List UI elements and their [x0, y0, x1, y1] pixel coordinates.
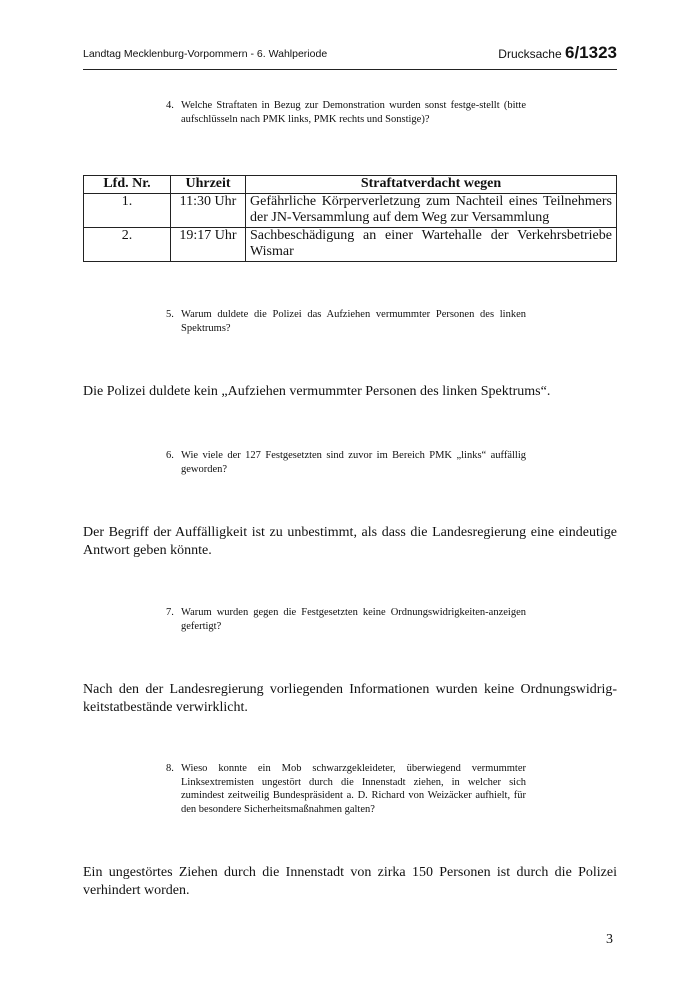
question-5 — [166, 308, 526, 335]
page-header — [83, 40, 617, 70]
question-text: Wieso konnte ein Mob schwarzgekleideter, überwiegend vermummter Linksextremisten ungestört durch die Innenstadt ziehen, in welcher sich zumindest zeitweilig Bundespräsident a. D. Richard von Weizäcker aufhielt, für den besondere Sicherheitsmaßnahmen galten? — [181, 763, 526, 815]
answer-5: Die Polizei duldete kein „Aufziehen vermummter Personen des linken Spektrums“. — [83, 384, 551, 399]
offenses-table — [83, 175, 617, 262]
question-text: Warum wurden gegen die Festgesetzten keine Ordnungswidrigkeiten-anzeigen gefertigt? — [181, 607, 526, 632]
parliament-title: Landtag Mecklenburg-Vorpommern - 6. Wahlperiode — [83, 48, 328, 60]
question-text: Wie viele der 127 Festgesetzten sind zuvor im Bereich PMK „links“ auffällig geworden? — [181, 450, 526, 475]
document-label: Drucksache — [498, 47, 562, 61]
column-header-number: Lfd. Nr. — [84, 176, 171, 194]
document-reference — [498, 43, 617, 63]
row-time: 19:17 Uhr — [171, 227, 246, 261]
answer-7: Nach den der Landesregierung vorliegenden Informationen wurden keine Ordnungswidrig-keitstatbestände verwirklicht. — [83, 682, 617, 715]
question-number: 6. — [166, 450, 174, 461]
question-7 — [166, 606, 526, 633]
row-number: 2. — [84, 227, 171, 261]
answer-8: Ein ungestörtes Ziehen durch die Innenstadt von zirka 150 Personen ist durch die Polizei verhindert worden. — [83, 865, 617, 898]
row-time: 11:30 Uhr — [171, 193, 246, 227]
question-8 — [166, 762, 526, 816]
question-4 — [166, 99, 526, 126]
page-number: 3 — [606, 932, 613, 947]
row-offense: Sachbeschädigung an einer Wartehalle der Verkehrsbetriebe Wismar — [246, 227, 617, 261]
question-text: Welche Straftaten in Bezug zur Demonstration wurden sonst festge-stellt (bitte aufschlüsseln nach PMK links, PMK rechts und Sonstige)? — [181, 100, 526, 125]
table-row — [84, 193, 617, 227]
row-number: 1. — [84, 193, 171, 227]
row-offense: Gefährliche Körperverletzung zum Nachteil eines Teilnehmers der JN-Versammlung auf dem Weg zur Versammlung — [246, 193, 617, 227]
question-text: Warum duldete die Polizei das Aufziehen vermummter Personen des linken Spektrums? — [181, 309, 526, 334]
question-6 — [166, 449, 526, 476]
column-header-offense: Straftatverdacht wegen — [246, 176, 617, 194]
table-header-row — [84, 176, 617, 194]
question-number: 5. — [166, 309, 174, 320]
question-number: 7. — [166, 607, 174, 618]
document-number: 6/1323 — [565, 43, 617, 62]
column-header-time: Uhrzeit — [171, 176, 246, 194]
answer-6: Der Begriff der Auffälligkeit ist zu unbestimmt, als dass die Landesregierung eine eindeutige Antwort geben könnte. — [83, 525, 617, 558]
question-number: 4. — [166, 100, 174, 111]
table-row — [84, 227, 617, 261]
question-number: 8. — [166, 763, 174, 774]
